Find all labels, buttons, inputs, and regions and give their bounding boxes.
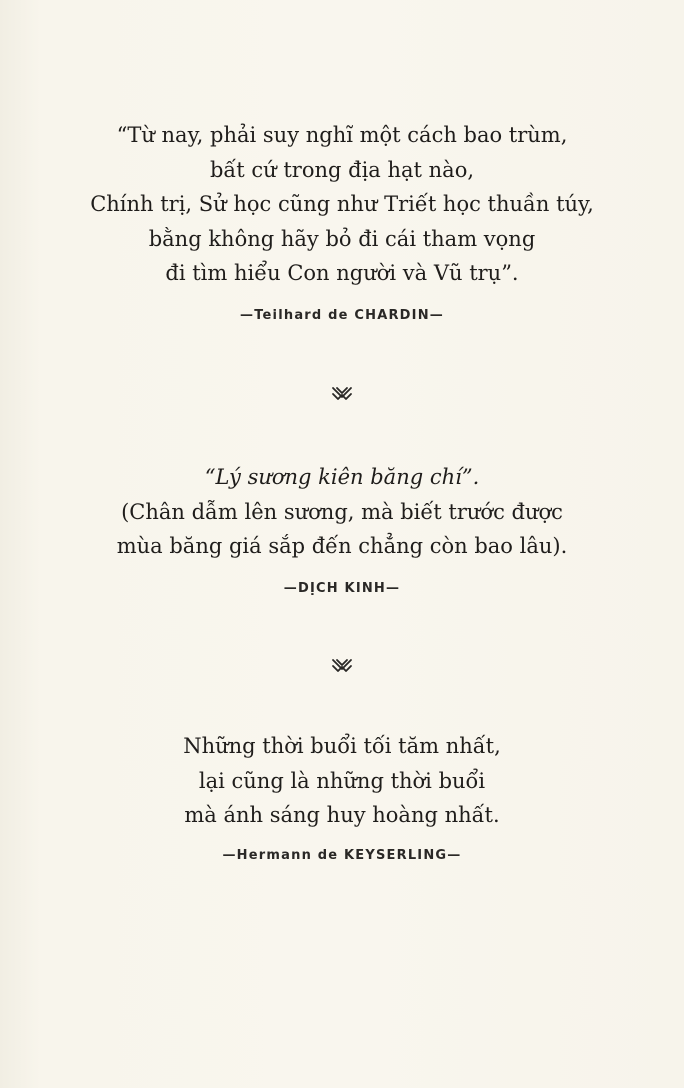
quote-line: bằng không hãy bỏ đi cái tham vọng — [148, 226, 536, 251]
quote-line: “Từ nay, phải suy nghĩ một cách bao trùm, — [116, 123, 568, 147]
attribution-text: —DỊCH KINH— — [283, 581, 401, 596]
attribution-keyserling — [0, 846, 684, 866]
quote-line: lại cũng là những thời buổi — [198, 768, 486, 793]
quote-line: đi tìm hiểu Con người và Vũ trụ”. — [165, 261, 519, 285]
attribution-teilhard — [0, 306, 684, 326]
quote-keyserling — [0, 729, 684, 833]
quote-line: (Chân dẫm lên sương, mà biết trước được — [121, 499, 563, 524]
quote-line: mùa băng giá sắp đến chẳng còn bao lâu). — [116, 534, 568, 558]
attribution-text: —Teilhard de CHARDIN— — [240, 308, 444, 323]
quote-line: Chính trị, Sử học cũng như Triết học thuần túy, — [90, 192, 594, 216]
interlaced-knot-ornament-icon — [0, 384, 684, 406]
attribution-text: —Hermann de KEYSERLING— — [222, 848, 462, 863]
interlaced-knot-ornament-icon — [0, 656, 684, 678]
quote-line: bất cứ trong địa hạt nào, — [209, 157, 475, 182]
quote-teilhard — [0, 118, 684, 291]
quote-line: mà ánh sáng huy hoàng nhất. — [184, 803, 500, 827]
quote-italic-line: “Lý sương kiên băng chí”. — [204, 465, 480, 489]
quote-dich-kinh — [0, 460, 684, 564]
attribution-dich-kinh — [0, 579, 684, 599]
quote-line: Những thời buổi tối tăm nhất, — [183, 734, 501, 758]
